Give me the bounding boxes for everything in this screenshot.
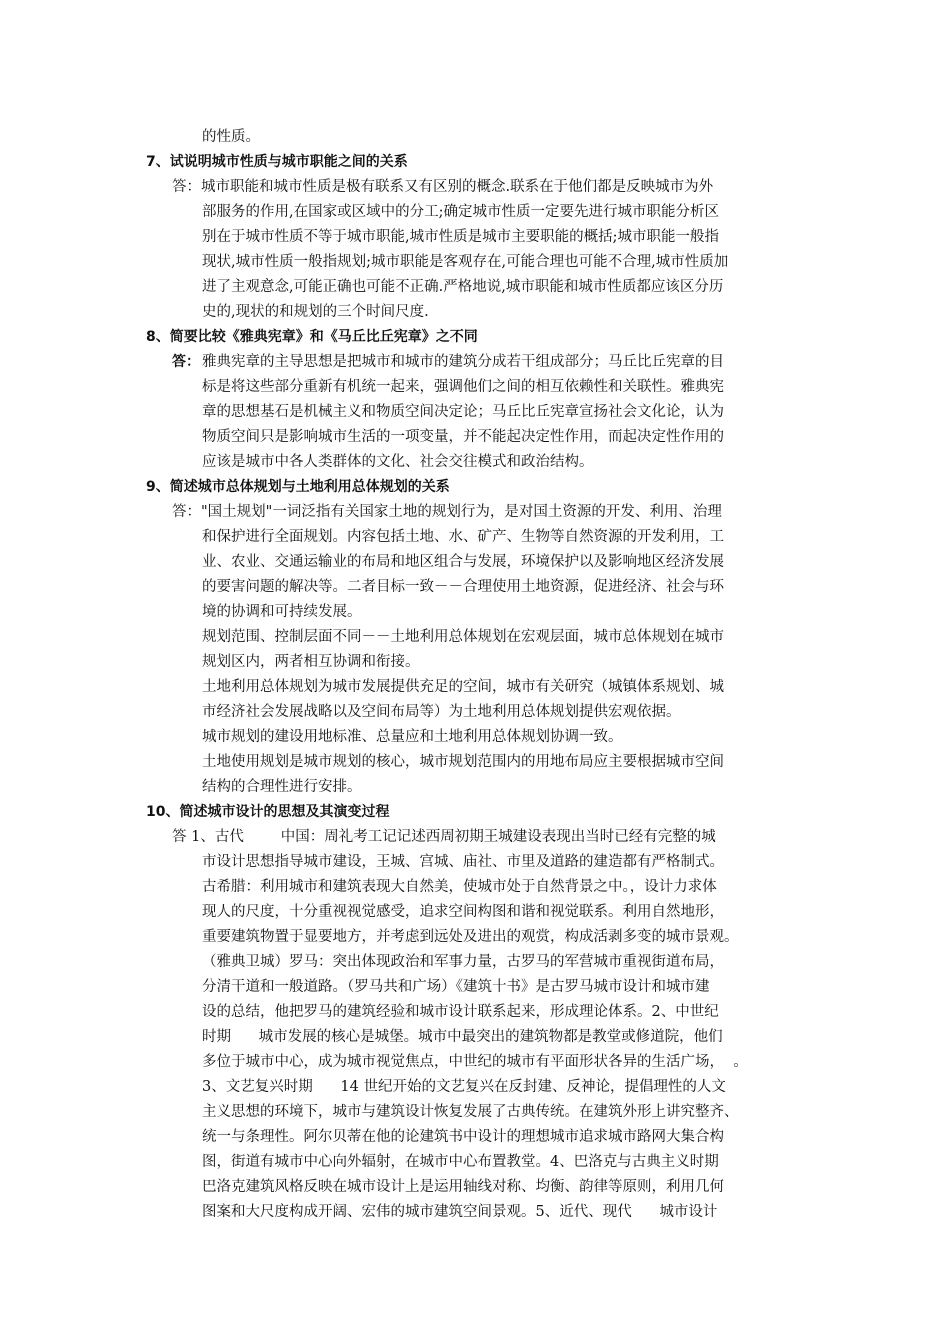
text-line: 的性质。: [202, 129, 260, 145]
answer-8-line: 雅典宪章的主导思想是把城市和城市的建筑分成若干组成部分；马丘比丘宪章的目: [202, 354, 724, 370]
answer-9-line: 城市规划的建设用地标准、总量应和土地利用总体规划协调一致。: [202, 729, 623, 745]
answer-10-line: （雅典卫城）罗马：突出体现政治和军事力量，古罗马的军营城市重视街道布局，: [202, 954, 724, 970]
answer-8-line: 标是将这些部分重新有机统一起来，强调他们之间的相互依赖性和关联性。雅典宪: [202, 379, 724, 395]
answer-7-line: 别在于城市性质不等于城市职能,城市性质是城市主要职能的概括;城市职能一般指: [202, 229, 719, 245]
answer-8-line: 物质空间只是影响城市生活的一项变量，并不能起决定性作用，而起决定性作用的: [202, 429, 724, 445]
answer-9-line: 土地使用规划是城市规划的核心，城市规划范围内的用地布局应主要根据城市空间: [202, 754, 724, 770]
answer-9-line: 市经济社会发展战略以及空间布局等）为土地利用总体规划提供宏观依据。: [202, 704, 681, 720]
answer-9-line: 规划区内，两者相互协调和衔接。: [202, 654, 420, 670]
answer-10-line: 巴洛克建筑风格反映在城市设计上是运用轴线对称、均衡、韵律等原则，利用几何: [202, 1179, 724, 1195]
answer-9-line: 答："国土规划"一词泛指有关国家土地的规划行为，是对国土资源的开发、利用、治理: [172, 504, 722, 520]
question-8-heading: 8、简要比较《雅典宪章》和《马丘比丘宪章》之不同: [146, 329, 478, 345]
answer-7-line: 现状,城市性质一般指规划;城市职能是客观存在,可能合理也可能不合理,城市性质加: [202, 254, 729, 270]
answer-10-line: 设的总结，他把罗马的建筑经验和城市设计联系起来，形成理论体系。2、中世纪: [202, 1004, 719, 1020]
answer-10-line: 市设计思想指导城市建设，王城、宫城、庙社、市里及道路的建造都有严格制式。: [202, 854, 724, 870]
answer-10-line: 时期 城市发展的核心是城堡。城市中最突出的建筑物都是教堂或修道院，他们: [202, 1029, 723, 1045]
answer-10-line: 主义思想的环境下，城市与建筑设计恢复发展了古典传统。在建筑外形上讲究整齐、: [202, 1104, 739, 1120]
answer-7-line: 部服务的作用,在国家或区域中的分工;确定城市性质一定要先进行城市职能分析区: [202, 204, 719, 220]
answer-7-line: 史的,现状的和规划的三个时间尺度.: [202, 304, 429, 320]
answer-7-line: 答：城市职能和城市性质是极有联系又有区别的概念.联系在于他们都是反映城市为外: [172, 179, 714, 195]
answer-9-line: 土地利用总体规划为城市发展提供充足的空间，城市有关研究（城镇体系规划、城: [202, 679, 724, 695]
answer-9-line: 和保护进行全面规划。内容包括土地、水、矿产、生物等自然资源的开发利用，工: [202, 529, 724, 545]
answer-9-line: 的要害问题的解决等。二者目标一致－－合理使用土地资源，促进经济、社会与环: [202, 579, 724, 595]
answer-10-line: 图案和大尺度构成开阔、宏伟的城市建筑空间景观。5、近代、现代 城市设计: [202, 1204, 718, 1220]
answer-8-line: 应该是城市中各人类群体的文化、社会交往模式和政治结构。: [202, 454, 594, 470]
answer-10-line: 统一与条理性。阿尔贝蒂在他的论建筑书中设计的理想城市追求城市路网大集合构: [202, 1129, 724, 1145]
answer-10-line: 图，街道有城市中心向外辐射，在城市中心布置教堂。4、巴洛克与古典主义时期: [202, 1154, 719, 1170]
answer-10-line: 3、文艺复兴时期 14 世纪开始的文艺复兴在反封建、反神论，提倡理性的人文: [202, 1079, 726, 1095]
answer-10-line: 多位于城市中心，成为城市视觉焦点，中世纪的城市有平面形状各异的生活广场， 。: [202, 1054, 748, 1070]
answer-9-line: 境的协调和可持续发展。: [202, 604, 362, 620]
answer-10-line: 分清干道和一般道路。（罗马共和广场）《建筑十书》是古罗马城市设计和城市建: [202, 979, 710, 995]
question-7-heading: 7、试说明城市性质与城市职能之间的关系: [146, 154, 408, 170]
answer-9-line: 规划范围、控制层面不同－－土地利用总体规划在宏观层面，城市总体规划在城市: [202, 629, 724, 645]
answer-10-line: 古希腊：利用城市和建筑表现大自然美，使城市处于自然背景之中。，设计力求体: [202, 879, 717, 895]
answer-10-line: 重要建筑物置于显要地方，并考虑到远处及进出的观赏，构成活剥多变的城市景观。: [202, 929, 739, 945]
answer-10-line: 现人的尺度，十分重视视觉感受，追求空间构图和谐和视觉联系。利用自然地形，: [202, 904, 724, 920]
answer-7-line: 进了主观意念,可能正确也可能不正确.严格地说,城市职能和城市性质都应该区分历: [202, 279, 724, 295]
question-10-heading: 10、简述城市设计的思想及其演变过程: [146, 804, 390, 820]
answer-9-line: 业、农业、交通运输业的布局和地区组合与发展，环境保护以及影响地区经济发展: [202, 554, 724, 570]
answer-10-line: 答 1、古代 中国：周礼考工记记述西周初期王城建设表现出当时已经有完整的城: [172, 829, 716, 845]
question-9-heading: 9、简述城市总体规划与土地利用总体规划的关系: [146, 479, 450, 495]
answer-8-line: 章的思想基石是机械主义和物质空间决定论；马丘比丘宪章宣扬社会文化论，认为: [202, 404, 724, 420]
answer-8-label: 答：: [172, 354, 200, 370]
answer-9-line: 结构的合理性进行安排。: [202, 779, 362, 795]
